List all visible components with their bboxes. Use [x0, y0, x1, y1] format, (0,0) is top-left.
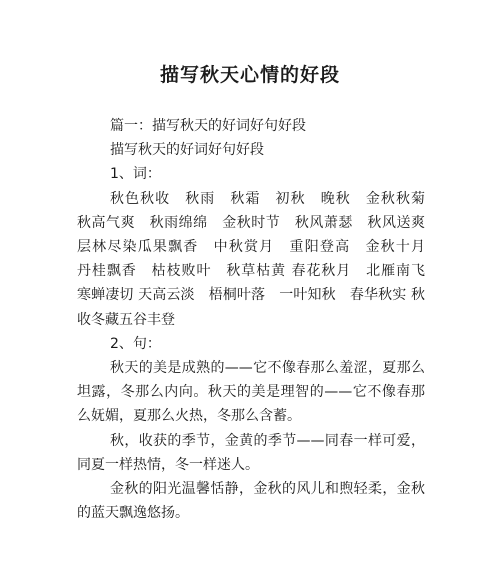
sentence-paragraph: 秋天的美是成熟的——它不像春那么羞涩，夏那么坦露，冬那么内向。秋天的美是理智的——它不像春那么妩媚，夏那么火热，冬那么含蓄。 [77, 360, 425, 425]
words-heading: 1、词： [110, 166, 161, 183]
section-heading: 篇一：描写秋天的好词好句好段 [110, 118, 306, 134]
sentences-heading: 2、句： [110, 335, 161, 352]
subheading: 描写秋天的好词好句好段 [110, 142, 264, 159]
words-paragraph: 秋色秋收 秋雨 秋霜 初秋 晚秋 金秋秋菊 秋高气爽 秋雨绵绵 金秋时节 秋风萧瑟 秋风送爽 层林尽染瓜果飘香 中秋赏月 重阳登高 金秋十月 丹桂飘香 枯枝败叶 秋草枯黄 春花秋月 北雁南飞 寒蝉凄切 天高云淡 梧桐叶落 一叶知秋 春华秋实 秋收冬藏五谷丰登 [77, 190, 439, 328]
sentence-paragraph: 金秋的阳光温馨恬静，金秋的风儿和煦轻柔，金秋的蓝天飘逸悠扬。 [77, 481, 425, 522]
document-body [77, 114, 439, 525]
document-title: 描写秋天心情的好段 [159, 64, 340, 86]
sentence-paragraph: 秋，收获的季节，金黄的季节——同春一样可爱，同夏一样热情，冬一样迷人。 [77, 432, 425, 473]
